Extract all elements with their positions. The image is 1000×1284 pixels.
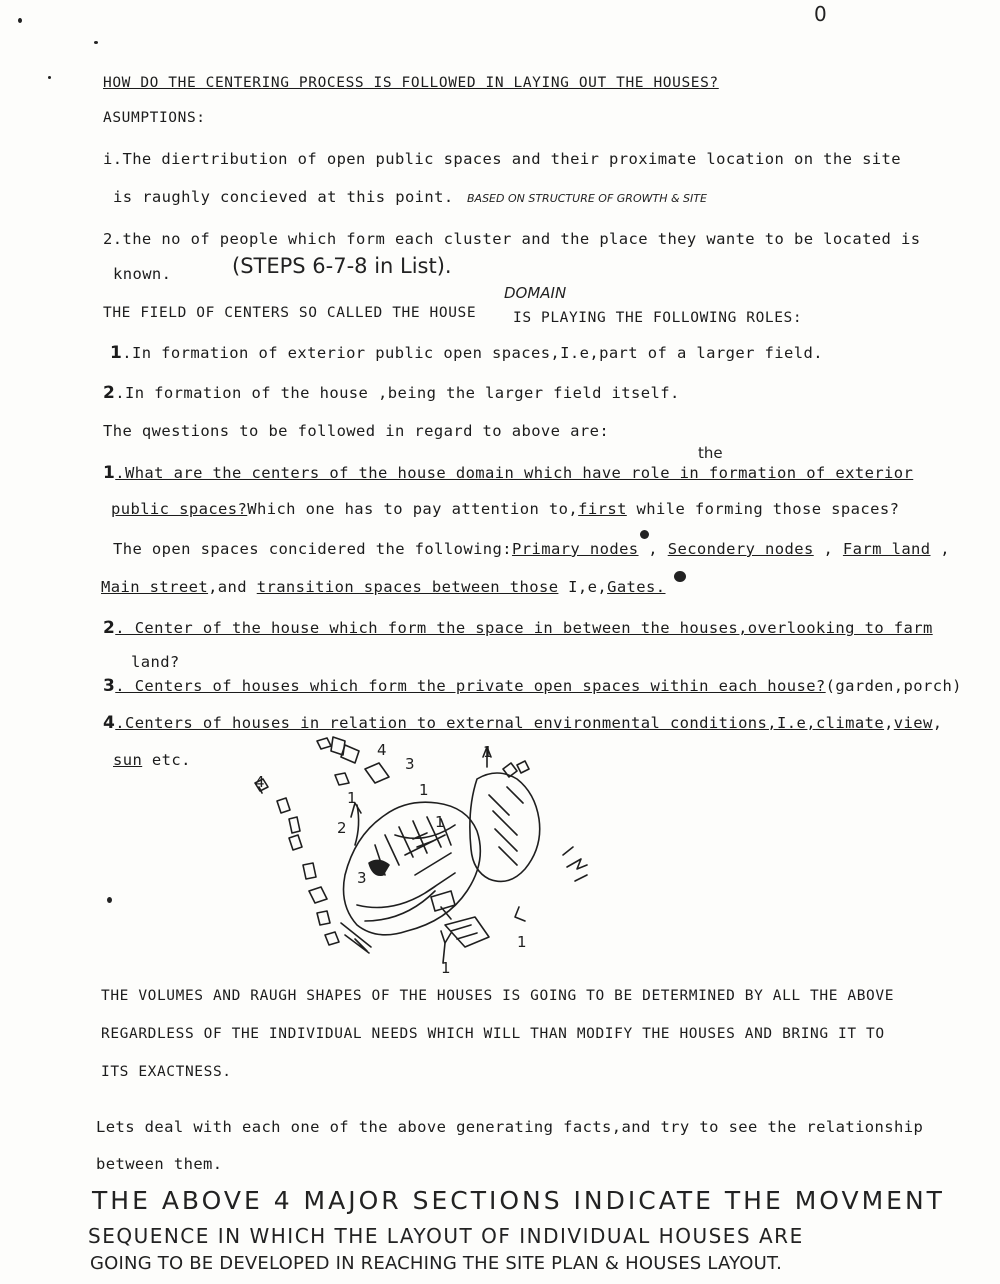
main-street-text: Main street xyxy=(101,578,209,596)
role-1-text: .In formation of exterior public open spaces,I.e,part of a larger field. xyxy=(122,344,823,362)
sketch-label: 1 xyxy=(483,743,493,761)
sketch-label: 1 xyxy=(419,781,429,799)
question-2-text: . Center of the house which form the space in between the houses,overlooking to farm xyxy=(115,619,933,637)
sketch-label: 3 xyxy=(405,755,415,773)
role-1 xyxy=(110,343,823,363)
handwritten-note-line-3: GOING TO BE DEVELOPED IN REACHING THE SITE PLAN & HOUSES LAYOUT. xyxy=(90,1253,783,1274)
scan-speck xyxy=(107,897,112,903)
scan-speck xyxy=(18,18,22,23)
climate-text: climate xyxy=(815,714,885,732)
field-of-centers-part-2: IS PLAYING THE FOLLOWING ROLES: xyxy=(513,310,803,326)
forming-spaces-text: while forming those spaces? xyxy=(626,500,900,518)
assumption-2-line-1: 2.the no of people which form each cluster and the place they wante to be located is xyxy=(103,230,921,248)
primary-nodes-text: Primary nodes xyxy=(512,540,639,558)
assumption-1-line-1: i.The diertribution of open public spaces and their proximate location on the site xyxy=(103,150,902,168)
sketch-label: 4 xyxy=(377,741,387,759)
role-1-number: 1 xyxy=(110,343,123,363)
question-1-line-3: The open spaces concidered the following:Primary nodes , Secondery nodes , Farm land , xyxy=(113,540,950,558)
lets-line-2: between them. xyxy=(96,1155,223,1173)
sketch-arrows xyxy=(351,747,525,963)
first-text: first xyxy=(578,500,627,518)
sketch-right-cluster xyxy=(470,761,587,881)
scan-speck xyxy=(94,41,98,44)
pay-attention-text: Which one has to pay attention to, xyxy=(247,500,579,518)
question-1-line-1 xyxy=(103,463,913,483)
question-3-number: 3 xyxy=(103,676,116,696)
view-text: view xyxy=(893,714,933,732)
question-3-text: . Centers of houses which form the private open spaces within each house? xyxy=(115,677,826,695)
transition-spaces-text: transition spaces between those xyxy=(256,578,559,596)
question-1-line-2 xyxy=(111,500,899,518)
ink-dot xyxy=(640,530,649,539)
question-4-line-2 xyxy=(113,751,191,769)
question-2-line-2: land? xyxy=(131,653,180,671)
etc-text: etc. xyxy=(142,751,191,769)
volumes-line-2: REGARDLESS OF THE INDIVIDUAL NEEDS WHICH WILL THAN MODIFY THE HOUSES AND BRING IT TO xyxy=(101,1026,885,1042)
volumes-line-1: THE VOLUMES AND RAUGH SHAPES OF THE HOUSES IS GOING TO BE DETERMINED BY ALL THE ABOVE xyxy=(101,988,895,1004)
public-spaces-text: public spaces? xyxy=(111,500,248,518)
handwritten-note-line-1: THE ABOVE 4 MAJOR SECTIONS INDICATE THE MOVMENT xyxy=(92,1186,945,1215)
farm-land-text: Farm land xyxy=(842,540,931,558)
question-3 xyxy=(103,676,962,696)
sketch-left-houses xyxy=(255,779,339,945)
questions-intro: The qwestions to be followed in regard to above are: xyxy=(103,422,610,440)
question-4-line-1: 4.Centers of houses in relation to external environmental conditions,I.e,climate,view, xyxy=(103,713,943,733)
question-3-tail: (garden,porch) xyxy=(825,677,962,695)
handwritten-note-line-2: SEQUENCE IN WHICH THE LAYOUT OF INDIVIDUAL HOUSES ARE xyxy=(88,1224,804,1248)
role-2-number: 2 xyxy=(103,383,116,403)
assumption-1-handwritten-note: BASED ON STRUCTURE OF GROWTH & SITE xyxy=(467,192,707,205)
ink-dot xyxy=(674,571,686,582)
assumption-1-line-2: is raughly concieved at this point. xyxy=(113,188,454,206)
the-insertion: the xyxy=(698,444,723,462)
question-1-text: .What are the centers of the house domain which have role in formation of exterior xyxy=(115,464,914,482)
role-2 xyxy=(103,383,680,403)
sketch-label: 1 xyxy=(347,789,357,807)
ie-text: I,e, xyxy=(558,578,608,596)
and-text: ,and xyxy=(208,578,257,596)
lets-line-1: Lets deal with each one of the above generating facts,and try to see the relationship xyxy=(96,1118,924,1136)
question-4-number: 4 xyxy=(103,713,116,733)
role-2-text: .In formation of the house ,being the larger field itself. xyxy=(115,384,680,402)
question-2-number: 2 xyxy=(103,618,116,638)
secondary-nodes-text: Secondery nodes xyxy=(667,540,814,558)
question-4-text: .Centers of houses in relation to external environmental conditions,I.e, xyxy=(115,714,816,732)
sketch-label: 4 xyxy=(255,773,265,791)
assumptions-label: ASUMPTIONS: xyxy=(103,110,206,126)
scan-speck xyxy=(48,76,51,79)
domain-insertion: DOMAIN xyxy=(504,284,567,302)
question-1-number: 1 xyxy=(103,463,116,483)
sketch-label: 1 xyxy=(517,933,527,951)
page-marker: 0 xyxy=(814,2,827,26)
volumes-line-3: ITS EXACTNESS. xyxy=(101,1064,232,1080)
site-sketch xyxy=(245,735,620,980)
gates-text: Gates. xyxy=(607,578,666,596)
sketch-label: 1 xyxy=(435,813,445,831)
assumption-2-handwritten-note: (STEPS 6-7-8 in List). xyxy=(232,254,452,278)
assumption-2-line-2: known. xyxy=(113,265,172,283)
sketch-label: 2 xyxy=(337,819,347,837)
question-2-line-1 xyxy=(103,618,933,638)
open-spaces-text: The open spaces concidered the following: xyxy=(113,540,513,558)
sun-text: sun xyxy=(113,751,143,769)
field-of-centers-part-1: THE FIELD OF CENTERS SO CALLED THE HOUSE xyxy=(103,305,477,321)
page-title: HOW DO THE CENTERING PROCESS IS FOLLOWED IN LAYING OUT THE HOUSES? xyxy=(103,75,719,91)
sketch-label: 1 xyxy=(441,959,451,977)
question-1-line-4 xyxy=(101,578,666,596)
sketch-label: 3 xyxy=(357,869,367,887)
